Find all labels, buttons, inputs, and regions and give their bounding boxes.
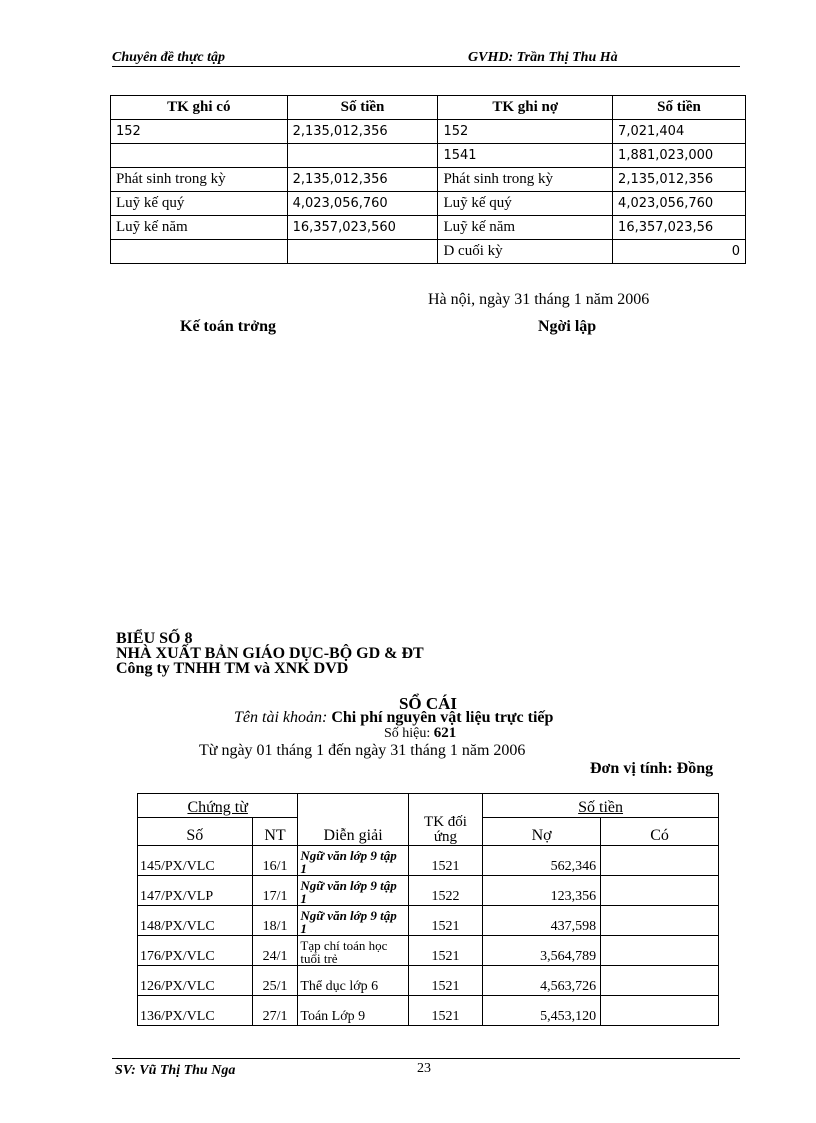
page-number: 23: [417, 1061, 431, 1076]
summary-cell: Phát sinh trong kỳ: [438, 168, 613, 192]
company-name: Công ty TNHH TM và XNK DVD: [116, 660, 349, 677]
cell-co: [601, 876, 719, 906]
cell-tk: 1521: [408, 906, 482, 936]
table-row: [138, 906, 719, 936]
cell-nt: 17/1: [252, 876, 298, 906]
header-co: Có: [601, 818, 719, 846]
summary-table: [110, 95, 746, 264]
cell-no: 562,346: [483, 846, 601, 876]
cell-dien-giai: Ngữ văn lớp 9 tập 1: [298, 846, 408, 876]
account-number-line: [384, 726, 456, 741]
cell-tk: 1521: [408, 996, 482, 1026]
summary-cell: Phát sinh trong kỳ: [111, 168, 288, 192]
summary-cell: [287, 144, 438, 168]
cell-dien-giai: Tạp chí toán học tuổi trẻ: [298, 936, 408, 966]
summary-header-cell: TK ghi có: [111, 96, 288, 120]
summary-cell: 1541: [438, 144, 613, 168]
summary-header-row: [111, 96, 746, 120]
publisher-name: NHÀ XUẤT BẢN GIÁO DỤC-BỘ GD & ĐT: [116, 645, 424, 662]
table-row: [138, 996, 719, 1026]
cell-no: 4,563,726: [483, 966, 601, 996]
summary-header-cell: Số tiền: [613, 96, 746, 120]
header-left-title: Chuyên đề thực tập: [112, 50, 226, 65]
summary-cell: 16,357,023,56: [613, 216, 746, 240]
header-so-tien: Số tiền: [483, 794, 719, 818]
header-chung-tu: Chứng từ: [138, 794, 298, 818]
summary-cell: Luỹ kế năm: [111, 216, 288, 240]
cell-so: 126/PX/VLC: [138, 966, 253, 996]
cell-no: 123,356: [483, 876, 601, 906]
ledger-title: SỔ CÁI: [398, 694, 458, 713]
summary-cell: Luỹ kế quý: [438, 192, 613, 216]
unit-label: Đơn vị tính: Đồng: [590, 760, 714, 777]
header-right-title: GVHD: Trần Thị Thu Hà: [468, 50, 618, 65]
summary-cell: 0: [613, 240, 746, 264]
summary-cell: 152: [438, 120, 613, 144]
ledger-header-row: [138, 794, 719, 818]
account-number: 621: [433, 725, 457, 741]
cell-co: [601, 966, 719, 996]
ledger-period: Từ ngày 01 tháng 1 đến ngày 31 tháng 1 năm 2006: [199, 742, 526, 759]
summary-cell: 2,135,012,356: [287, 168, 438, 192]
summary-cell: 4,023,056,760: [613, 192, 746, 216]
table-row: [138, 846, 719, 876]
cell-so: 148/PX/VLC: [138, 906, 253, 936]
cell-nt: 24/1: [252, 936, 298, 966]
account-number-label: Số hiệu:: [384, 726, 431, 741]
signature-date: Hà nội, ngày 31 tháng 1 năm 2006: [428, 291, 650, 308]
summary-cell: [111, 240, 288, 264]
cell-co: [601, 936, 719, 966]
cell-no: 437,598: [483, 906, 601, 936]
summary-header-cell: Số tiền: [287, 96, 438, 120]
ledger-table: [137, 793, 719, 1026]
cell-no: 5,453,120: [483, 996, 601, 1026]
cell-tk: 1521: [408, 966, 482, 996]
cell-dien-giai: Ngữ văn lớp 9 tập 1: [298, 876, 408, 906]
summary-cell: 1,881,023,000: [613, 144, 746, 168]
cell-so: 176/PX/VLC: [138, 936, 253, 966]
cell-nt: 25/1: [252, 966, 298, 996]
summary-cell: Luỹ kế quý: [111, 192, 288, 216]
header-dien-giai: Diễn giải: [298, 794, 408, 846]
summary-cell: 152: [111, 120, 288, 144]
footer-rule: [112, 1058, 740, 1059]
summary-cell: 4,023,056,760: [287, 192, 438, 216]
summary-row: [111, 120, 746, 144]
cell-no: 3,564,789: [483, 936, 601, 966]
summary-cell: D cuối kỳ: [438, 240, 613, 264]
account-label: Tên tài khoản:: [234, 709, 328, 726]
cell-tk: 1522: [408, 876, 482, 906]
summary-cell: Luỹ kế năm: [438, 216, 613, 240]
cell-tk: 1521: [408, 936, 482, 966]
cell-so: 147/PX/VLP: [138, 876, 253, 906]
header-nt: NT: [252, 818, 298, 846]
cell-nt: 16/1: [252, 846, 298, 876]
summary-cell: [111, 144, 288, 168]
signature-left-title: Kế toán trởng: [180, 318, 276, 335]
summary-cell: [287, 240, 438, 264]
bieu-so-label: BIỂU SỐ 8: [116, 630, 193, 647]
summary-row: [111, 240, 746, 264]
account-name: Chi phí nguyên vật liệu trực tiếp: [331, 709, 554, 726]
summary-row: [111, 168, 746, 192]
cell-dien-giai: Toán Lớp 9: [298, 996, 408, 1026]
cell-tk: 1521: [408, 846, 482, 876]
cell-nt: 27/1: [252, 996, 298, 1026]
table-row: [138, 936, 719, 966]
signature-right-title: Ngời lập: [538, 318, 597, 335]
cell-dien-giai: Thể dục lớp 6: [298, 966, 408, 996]
header-no: Nợ: [483, 818, 601, 846]
summary-cell: 16,357,023,560: [287, 216, 438, 240]
table-row: [138, 966, 719, 996]
summary-header-cell: TK ghi nợ: [438, 96, 613, 120]
footer-student-name: SV: Vũ Thị Thu Nga: [115, 1063, 236, 1078]
summary-row: [111, 216, 746, 240]
cell-co: [601, 996, 719, 1026]
cell-co: [601, 846, 719, 876]
cell-nt: 18/1: [252, 906, 298, 936]
summary-cell: 2,135,012,356: [287, 120, 438, 144]
summary-row: [111, 192, 746, 216]
cell-so: 136/PX/VLC: [138, 996, 253, 1026]
summary-cell: 7,021,404: [613, 120, 746, 144]
header-tk-doi-ung: TK đối ứng: [408, 794, 482, 846]
summary-row: [111, 144, 746, 168]
header-rule: [112, 66, 740, 67]
cell-so: 145/PX/VLC: [138, 846, 253, 876]
account-line: [234, 709, 553, 727]
table-row: [138, 876, 719, 906]
header-so: Số: [138, 818, 253, 846]
cell-dien-giai: Ngữ văn lớp 9 tập 1: [298, 906, 408, 936]
summary-cell: 2,135,012,356: [613, 168, 746, 192]
cell-co: [601, 906, 719, 936]
